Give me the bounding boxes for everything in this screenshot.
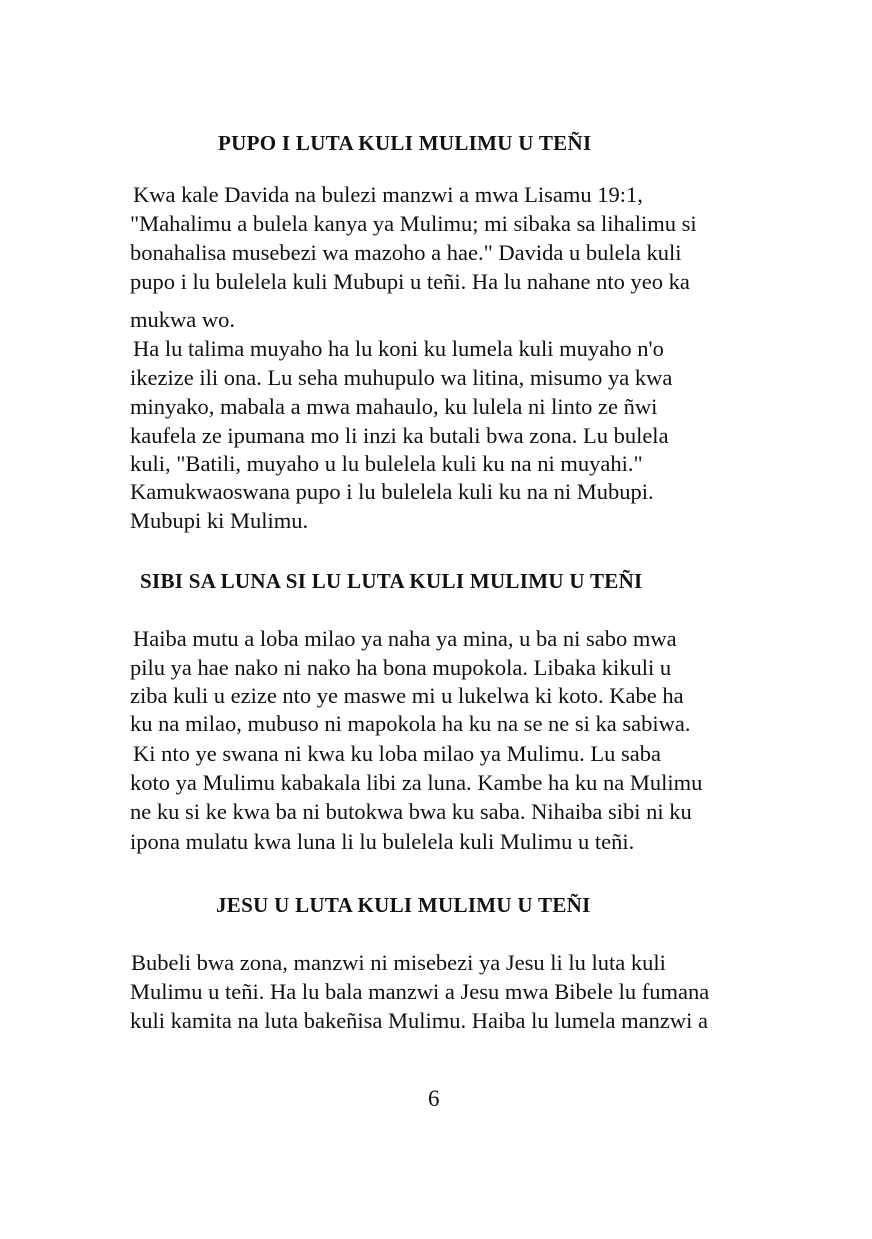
text-line: Kwa kale Davida na bulezi manzwi a mwa Lisamu 19:1, (133, 182, 643, 207)
text-line: "Mahalimu a bulela kanya ya Mulimu; mi sibaka sa lihalimu si (130, 211, 697, 236)
text-line: kaufela ze ipumana mo li inzi ka butali bwa zona. Lu bulela (130, 423, 669, 448)
text-line: Ha lu talima muyaho ha lu koni ku lumela kuli muyaho n'o (133, 336, 664, 361)
text-line: kuli, "Batili, muyaho u lu bulelela kuli ku na ni muyahi." (130, 451, 643, 476)
text-line: kuli kamita na luta bakeñisa Mulimu. Haiba lu lumela manzwi a (130, 1008, 708, 1033)
section-heading: JESU U LUTA KULI MULIMU U TEÑI (216, 893, 591, 917)
text-line: Kamukwaoswana pupo i lu bulelela kuli ku na ni Mubupi. (130, 479, 654, 504)
text-line: bonahalisa musebezi wa mazoho a hae." Davida u bulela kuli (130, 240, 682, 265)
text-line: pupo i lu bulelela kuli Mubupi u teñi. Ha lu nahane nto yeo ka (130, 269, 690, 294)
text-line: ipona mulatu kwa luna li lu bulelela kuli Mulimu u teñi. (130, 829, 635, 854)
section-heading: PUPO I LUTA KULI MULIMU U TEÑI (218, 131, 592, 155)
section-heading: SIBI SA LUNA SI LU LUTA KULI MULIMU U TEÑI (140, 569, 643, 593)
text-line: ziba kuli u ezize nto ye maswe mi u lukelwa ki koto. Kabe ha (130, 683, 684, 708)
text-line: ku na milao, mubuso ni mapokola ha ku na se ne si ka sabiwa. (130, 711, 691, 736)
text-line: minyako, mabala a mwa mahaulo, ku lulela ni linto ze ñwi (130, 394, 658, 419)
text-line: Bubeli bwa zona, manzwi ni misebezi ya Jesu li lu luta kuli (131, 950, 666, 975)
text-line: mukwa wo. (130, 307, 235, 332)
text-line: ikezize ili ona. Lu seha muhupulo wa litina, misumo ya kwa (130, 365, 673, 390)
page-number: 6 (428, 1086, 440, 1111)
text-line: Mubupi ki Mulimu. (130, 508, 309, 533)
text-line: pilu ya hae nako ni nako ha bona mupokola. Libaka kikuli u (130, 655, 672, 680)
text-line: Ki nto ye swana ni kwa ku loba milao ya Mulimu. Lu saba (133, 741, 662, 766)
text-line: Haiba mutu a loba milao ya naha ya mina, u ba ni sabo mwa (133, 626, 677, 651)
text-line: ne ku si ke kwa ba ni butokwa bwa ku saba. Nihaiba sibi ni ku (130, 799, 692, 824)
text-line: Mulimu u teñi. Ha lu bala manzwi a Jesu mwa Bibele lu fumana (130, 979, 710, 1004)
text-line: koto ya Mulimu kabakala libi za luna. Kambe ha ku na Mulimu (130, 770, 703, 795)
